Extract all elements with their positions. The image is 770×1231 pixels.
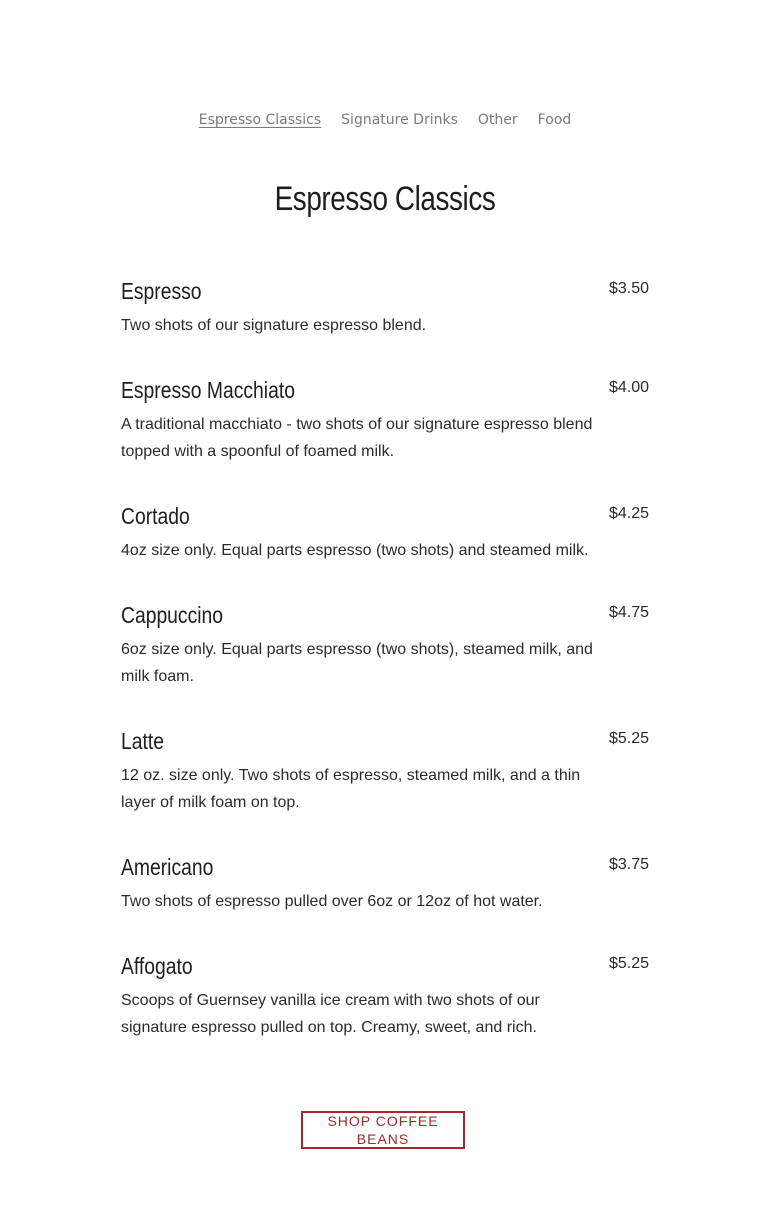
menu-item-price: $3.75: [608, 856, 649, 873]
menu-item-cappuccino: [121, 600, 649, 690]
menu-item-name: Americano: [121, 854, 214, 880]
menu-item-description: 12 oz. size only. Two shots of espresso, steamed milk, and a thin layer of milk foam on top.: [121, 767, 581, 811]
menu-list: [121, 276, 649, 1077]
menu-item-name: Espresso: [121, 278, 202, 304]
menu-item-latte: [121, 726, 649, 816]
menu-item-description: A traditional macchiato - two shots of our signature espresso blend topped with a spoonful of foamed milk.: [121, 416, 593, 460]
menu-item-cortado: [121, 501, 649, 564]
menu-item-description: Two shots of espresso pulled over 6oz or 12oz of hot water.: [121, 893, 543, 910]
menu-item-price: $3.50: [608, 280, 649, 297]
menu-item-price: $5.25: [608, 955, 649, 972]
section-title: Espresso Classics: [274, 180, 496, 218]
menu-item-name: Cortado: [121, 503, 190, 529]
nav-tab-signature-drinks[interactable]: Signature Drinks: [341, 112, 458, 128]
menu-item-description: 6oz size only. Equal parts espresso (two shots), steamed milk, and milk foam.: [121, 641, 593, 685]
menu-item-espresso: [121, 276, 649, 339]
menu-item-description: Two shots of our signature espresso blend.: [121, 317, 427, 334]
nav-tab-other[interactable]: Other: [477, 112, 518, 128]
menu-item-description: 4oz size only. Equal parts espresso (two shots) and steamed milk.: [121, 542, 589, 559]
menu-item-name: Latte: [121, 728, 164, 754]
menu-item-price: $4.75: [608, 604, 649, 621]
nav-tab-food[interactable]: Food: [537, 112, 572, 128]
nav-tab-espresso-classics[interactable]: Espresso Classics: [198, 112, 322, 128]
menu-item-name: Affogato: [121, 953, 193, 979]
menu-item-name: Cappuccino: [121, 602, 224, 628]
menu-item-price: $5.25: [608, 730, 649, 747]
menu-item-name: Espresso Macchiato: [121, 377, 295, 403]
menu-item-price: $4.00: [608, 379, 649, 396]
category-nav: [0, 110, 770, 130]
shop-coffee-beans-button[interactable]: SHOP COFFEE BEANS: [301, 1111, 465, 1149]
menu-item-price: $4.25: [608, 505, 649, 522]
menu-item-affogato: [121, 951, 649, 1041]
menu-item-espresso-macchiato: [121, 375, 649, 465]
menu-item-description: Scoops of Guernsey vanilla ice cream with two shots of our signature espresso pulled on top. Creamy, sweet, and rich.: [121, 992, 540, 1036]
menu-item-americano: [121, 852, 649, 915]
